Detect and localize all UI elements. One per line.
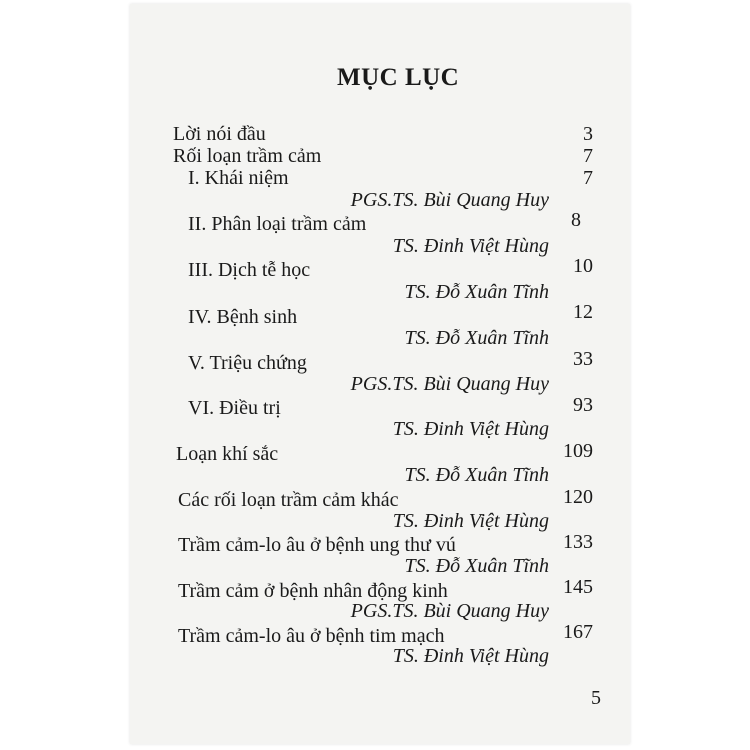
toc-entry-page: 7 — [583, 167, 593, 189]
toc-entry-title: Trầm cảm ở bệnh nhân động kinh — [178, 580, 448, 602]
toc-entry-author: TS. Đỗ Xuân Tĩnh — [404, 281, 549, 303]
toc-entry-author: TS. Đỗ Xuân Tĩnh — [404, 464, 549, 486]
toc-entry-title: III. Dịch tễ học — [188, 259, 311, 281]
toc-entry-page: 12 — [573, 301, 593, 323]
toc-entry-title: Các rối loạn trầm cảm khác — [178, 489, 399, 511]
toc-entry-author: TS. Đinh Việt Hùng — [392, 418, 549, 440]
toc-entry-page: 133 — [563, 531, 593, 553]
toc-entry-title: Rối loạn trầm cảm — [173, 145, 322, 167]
toc-entry-title: Trầm cảm-lo âu ở bệnh tim mạch — [178, 625, 445, 647]
toc-entry-page: 33 — [573, 348, 593, 370]
toc-entry-title: Loạn khí sắc — [176, 443, 279, 465]
toc-entry-page: 120 — [563, 486, 593, 508]
toc-title: MỤC LỤC — [337, 64, 460, 91]
toc-entry-title: II. Phân loại trầm cảm — [188, 213, 367, 235]
toc-entry-author: TS. Đinh Việt Hùng — [392, 645, 549, 667]
toc-entry-page: 8 — [571, 209, 581, 231]
toc-entry-title: VI. Điều trị — [188, 397, 281, 419]
toc-entry-author: PGS.TS. Bùi Quang Huy — [350, 373, 549, 395]
toc-entry-author: TS. Đỗ Xuân Tĩnh — [404, 555, 549, 577]
toc-entry-title: IV. Bệnh sinh — [188, 306, 298, 328]
toc-entry-page: 3 — [583, 123, 593, 145]
toc-entry-title: I. Khái niệm — [188, 167, 289, 189]
toc-entry-author: TS. Đỗ Xuân Tĩnh — [404, 327, 549, 349]
toc-entry-author: TS. Đinh Việt Hùng — [392, 235, 549, 257]
toc-entry-author: PGS.TS. Bùi Quang Huy — [350, 189, 549, 211]
toc-entry-title: Trầm cảm-lo âu ở bệnh ung thư vú — [178, 534, 456, 556]
toc-entry-page: 145 — [563, 576, 593, 598]
toc-entry-page: 167 — [563, 621, 593, 643]
toc-entry-page: 109 — [563, 440, 593, 462]
toc-entry-title: V. Triệu chứng — [188, 352, 307, 374]
toc-entry-title: Lời nói đầu — [173, 123, 266, 145]
toc-entry-page: 93 — [573, 394, 593, 416]
toc-entry-page: 10 — [573, 255, 593, 277]
toc-entry-page: 7 — [583, 145, 593, 167]
toc-entry-author: TS. Đinh Việt Hùng — [392, 510, 549, 532]
toc-entry-author: PGS.TS. Bùi Quang Huy — [350, 600, 549, 622]
page-number: 5 — [591, 687, 601, 709]
